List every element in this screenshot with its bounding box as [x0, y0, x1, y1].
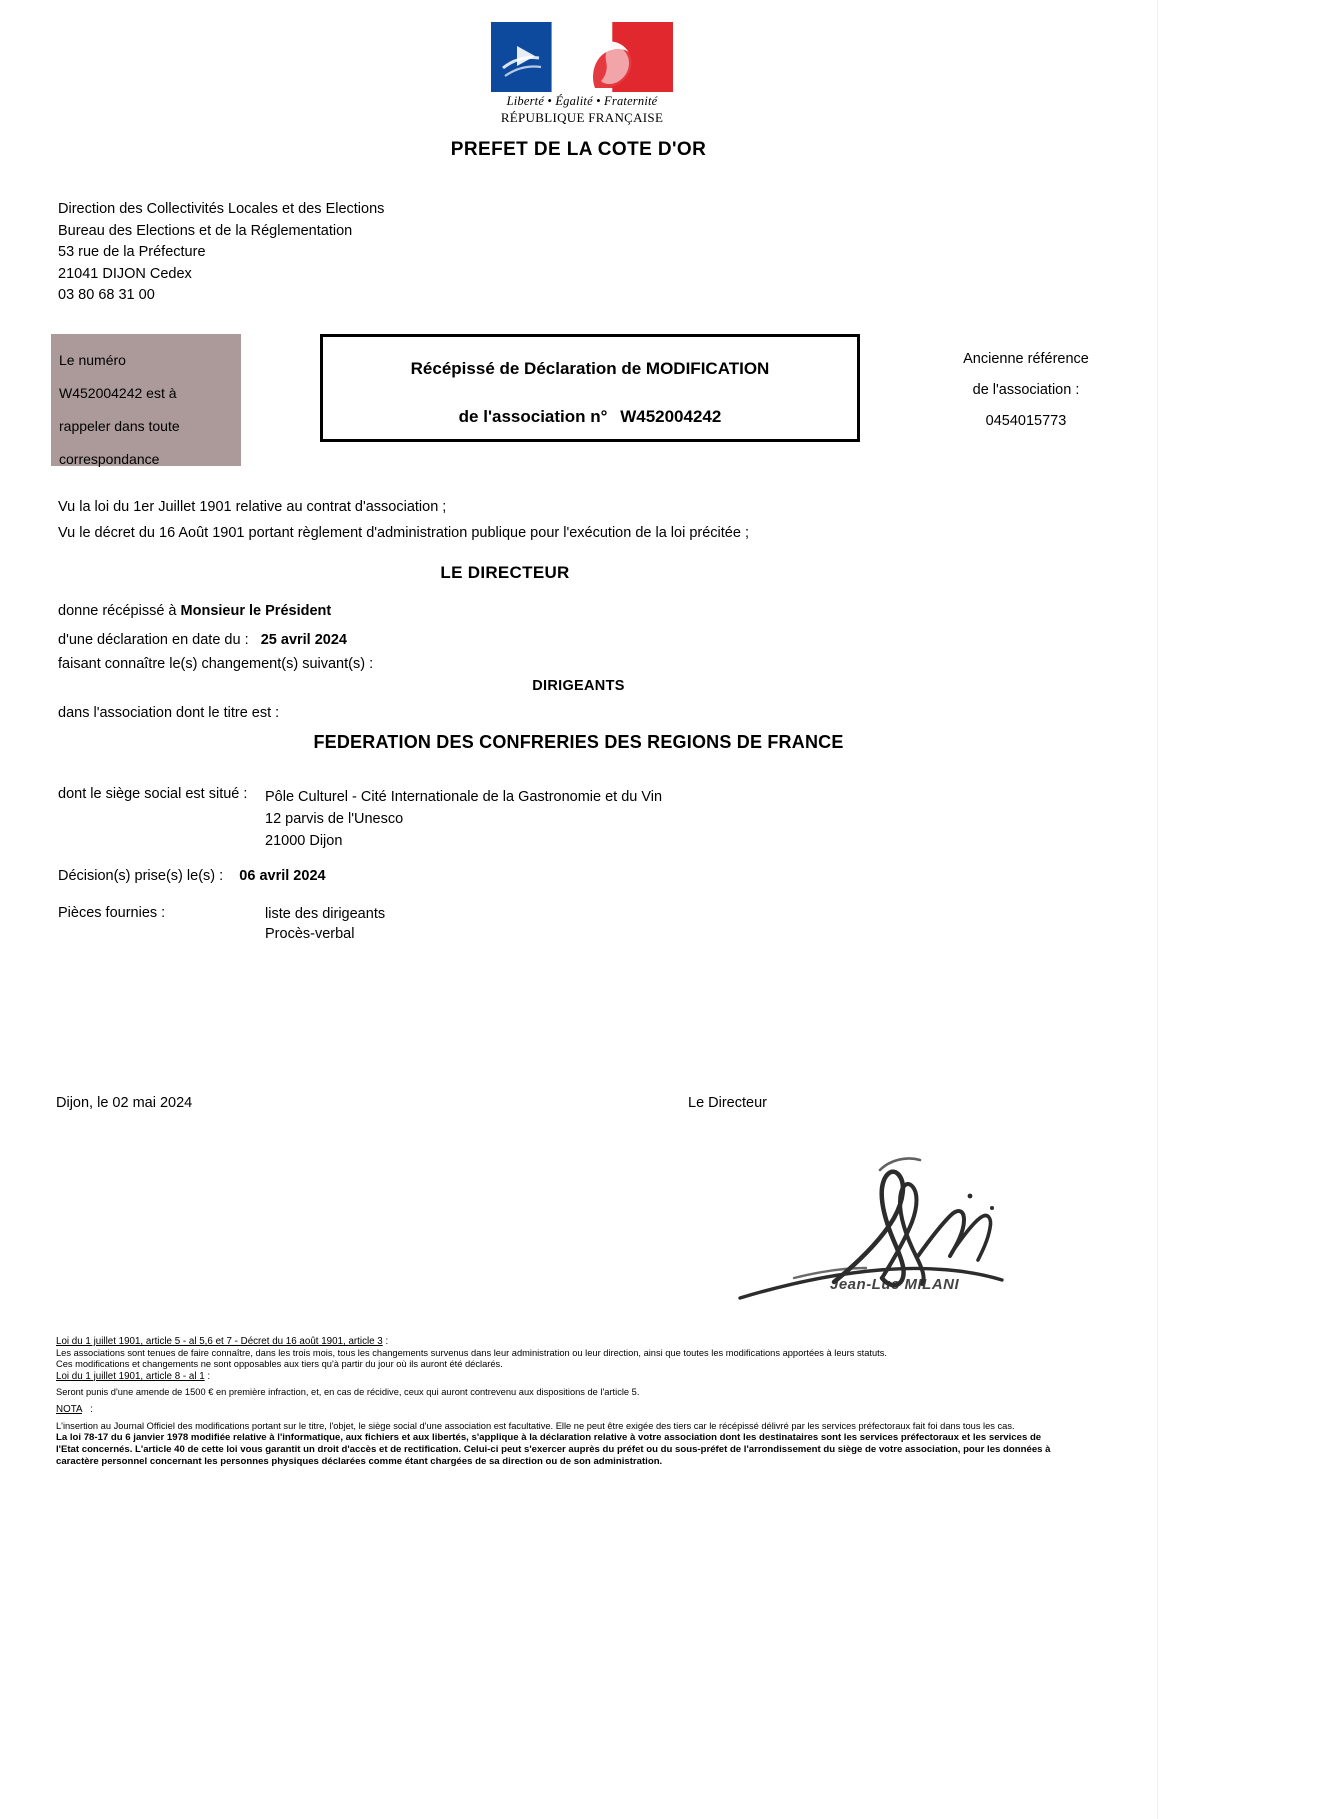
footnote-final-text: La loi 78-17 du 6 janvier 1978 modifiée relative à l'informatique, aux fichiers et aux libertés, s'applique à la déclaration relative à votre association dont les destinataires sont les services préfectoraux et les services de l'Etat concernés. L'article 40 de cette loi vous garantit un droit d'accès et de rectification. Celui-ci peut s'exercer auprès du préfet ou du sous-préfet de l'arrondissement du siège de votre association, pour les données à caractère personnel concernant les personnes physiques déclarées comme étant chargées de sa direction ou de son administration. — [56, 1432, 1051, 1468]
devise-text: Liberté • Égalité • Fraternité — [506, 94, 658, 108]
head-office-address — [265, 786, 662, 852]
note-line-1: Le numéro — [59, 352, 126, 368]
documents-label: Pièces fournies : — [58, 905, 166, 921]
footnote-ref-1: Loi du 1 juillet 1901, article 5 - al 5,6 et 7 - Décret du 16 août 1901, article 3 — [56, 1336, 383, 1347]
legal-references — [58, 494, 749, 546]
signatory-name: Jean-Luc MILANI — [830, 1276, 960, 1293]
documents-list — [265, 904, 385, 944]
association-name: FEDERATION DES CONFRERIES DES REGIONS DE FRANCE — [313, 732, 844, 752]
note-line-2: W452004242 est à — [59, 385, 177, 401]
signature-role: Le Directeur — [688, 1095, 767, 1111]
footnote-nota-row — [56, 1404, 1056, 1416]
footnote-ref-2: Loi du 1 juillet 1901, article 8 - al 1 — [56, 1370, 205, 1382]
recipient-line — [58, 603, 331, 619]
note-line-3: rappeler dans toute — [59, 418, 180, 434]
director-heading: LE DIRECTEUR — [440, 563, 570, 582]
association-number-label: de l'association n° — [458, 407, 608, 426]
receipt-title-frame — [320, 334, 860, 442]
association-number-value: W452004242 — [620, 407, 722, 426]
footnote-ref-2-colon: : — [207, 1370, 211, 1382]
footnote-ref-1-row — [56, 1336, 1056, 1348]
head-office-line-1: Pôle Culturel - Cité Internationale de la Gastronomie et du Vin — [265, 789, 663, 805]
decision-date-value: 06 avril 2024 — [239, 868, 326, 884]
reference-note-box — [51, 334, 241, 466]
address-line-3: 53 rue de la Préfecture — [58, 244, 206, 260]
changes-type: DIRIGEANTS — [532, 678, 625, 694]
legal-reference-line-2: Vu le décret du 16 Août 1901 portant règlement d'administration publique pour l'exécution de la loi précitée ; — [58, 525, 749, 541]
recipient-label: donne récépissé à — [58, 603, 177, 619]
changes-intro: faisant connaître le(s) changement(s) suivant(s) : — [58, 656, 374, 672]
address-line-2: Bureau des Elections et de la Réglementation — [58, 222, 353, 239]
legal-reference-line-1: Vu la loi du 1er Juillet 1901 relative au contrat d'association ; — [58, 499, 447, 515]
footnote-ref-2-row — [56, 1371, 1056, 1383]
address-line-1: Direction des Collectivités Locales et des Elections — [58, 201, 385, 217]
handwritten-signature — [730, 1130, 1020, 1330]
sender-address — [58, 199, 384, 307]
documents-item-2: Procès-verbal — [265, 926, 355, 942]
decision-date-label: Décision(s) prise(s) le(s) : — [58, 868, 224, 884]
declaration-date-label: d'une déclaration en date du : — [58, 632, 249, 648]
association-intro: dans l'association dont le titre est : — [58, 705, 280, 721]
marianne-flag-icon — [491, 22, 673, 92]
footnote-text-2: Seront punis d'une amende de 1500 € en première infraction, et, en cas de récidive, ceux qui auront contrevenu aux dispositions de l'article 5. — [56, 1387, 640, 1398]
previous-reference-value: 0454015773 — [985, 413, 1067, 429]
declaration-date-line — [58, 632, 347, 648]
page-right-margin — [1157, 0, 1342, 1819]
footnote-text-1a: Les associations sont tenues de faire connaître, dans les trois mois, tous les changements survenus dans leur administration ou leur direction, ainsi que toutes les modifications apportées à leurs statuts. — [56, 1347, 887, 1358]
republique-text: RÉPUBLIQUE FRANÇAISE — [500, 110, 664, 125]
footnote-nota-text: L'insertion au Journal Officiel des modifications portant sur le titre, l'objet, le siège social d'une association est facultative. Elle ne peut être exigée des tiers car le récépissé délivré par les services préfectoraux fait foi dans tous les cas. — [56, 1420, 1015, 1431]
receipt-title-line-1: Récépissé de Déclaration de MODIFICATION — [410, 359, 770, 378]
decision-date-line — [58, 868, 326, 884]
head-office-line-2: 12 parvis de l'Unesco — [265, 811, 404, 827]
recipient-value: Monsieur le Président — [180, 603, 332, 619]
address-line-4: 21041 DIJON Cedex — [58, 265, 192, 282]
receipt-title-line-2 — [323, 407, 857, 427]
head-office-line-3: 21000 Dijon — [265, 833, 343, 849]
footnote-text-1b: Ces modifications et changements ne sont opposables aux tiers qu'à partir du jour où ils auront été déclarés. — [56, 1359, 503, 1370]
footnote-nota-colon: : — [90, 1403, 93, 1415]
footnote-nota-label: NOTA — [56, 1403, 82, 1415]
declaration-date-value: 25 avril 2024 — [260, 632, 347, 648]
footnote-ref-1-colon: : — [385, 1336, 389, 1347]
address-phone: 03 80 68 31 00 — [58, 287, 155, 303]
documents-item-1: liste des dirigeants — [265, 906, 386, 922]
previous-reference-label-2: de l'association : — [972, 382, 1080, 398]
footnotes — [56, 1336, 1056, 1468]
previous-reference-block — [900, 344, 1152, 437]
place-and-date: Dijon, le 02 mai 2024 — [56, 1095, 193, 1111]
head-office-label: dont le siège social est situé : — [58, 786, 248, 802]
republique-francaise-logo — [487, 22, 677, 126]
previous-reference-label-1: Ancienne référence — [963, 351, 1089, 367]
page-title: PREFET DE LA COTE D'OR — [450, 139, 707, 160]
note-line-4: correspondance — [59, 451, 160, 467]
